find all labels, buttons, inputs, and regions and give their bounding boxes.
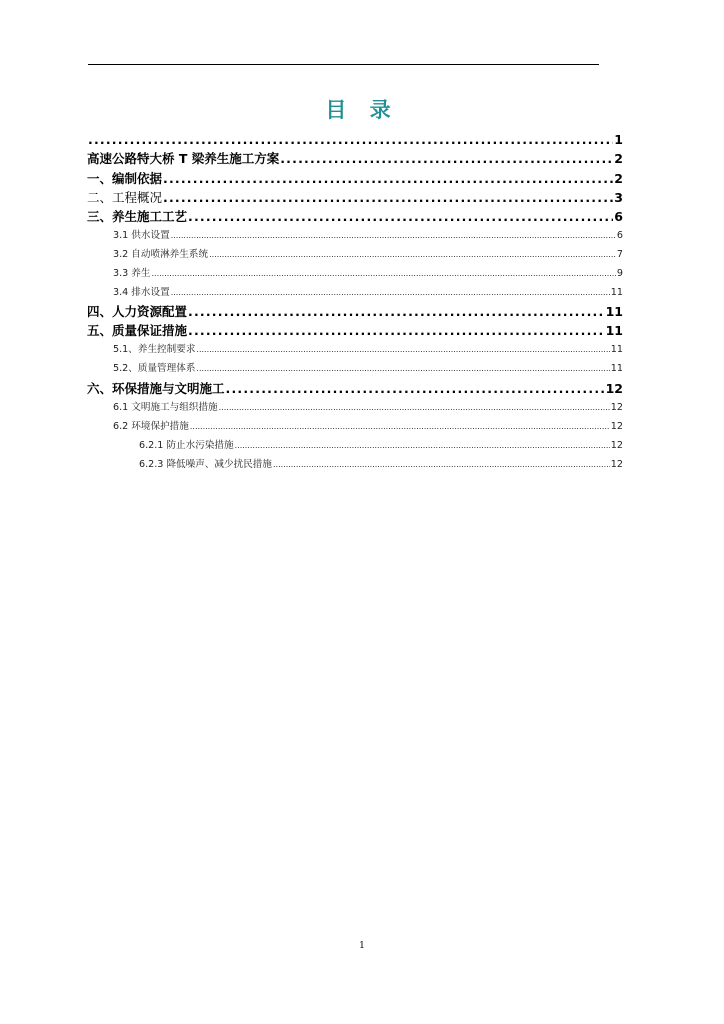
toc-entry-page: 1 — [614, 132, 623, 148]
toc-entry-page: 11 — [610, 363, 623, 375]
toc-leader-dots — [163, 169, 613, 188]
toc-entry-text: 高速公路特大桥 T 梁养生施工方案 — [87, 151, 280, 167]
toc-entry-text: 五、质量保证措施 — [87, 323, 188, 339]
toc-entry-page: 11 — [605, 304, 623, 320]
toc-entry-text: 6.2 环境保护措施 — [113, 420, 189, 432]
toc-entry[interactable] — [87, 188, 623, 207]
toc-entry-page: 12 — [610, 458, 623, 470]
toc-entry[interactable] — [87, 359, 623, 378]
toc-entry-page: 11 — [610, 344, 623, 356]
toc-entry-page: 3 — [614, 189, 623, 205]
toc-leader-dots — [196, 359, 609, 378]
toc-entry-text: 一、编制依据 — [87, 170, 163, 186]
toc-entry[interactable] — [87, 378, 623, 397]
toc-entry[interactable] — [87, 130, 623, 149]
toc-leader-dots — [163, 188, 613, 207]
toc-leader-dots — [88, 130, 613, 149]
toc-entry-text: 四、人力资源配置 — [87, 304, 188, 320]
toc-entry-page: 2 — [614, 170, 623, 186]
toc-entry-page: 12 — [610, 420, 623, 432]
toc-entry-page: 12 — [605, 380, 623, 396]
toc-entry[interactable] — [87, 321, 623, 340]
toc-leader-dots — [188, 207, 613, 226]
toc-entry-text: 3.4 排水设置 — [113, 286, 170, 298]
toc-entry[interactable] — [87, 455, 623, 474]
toc-entry-text: 三、养生施工工艺 — [87, 208, 188, 224]
toc-entry-page: 11 — [610, 286, 623, 298]
toc-entry[interactable] — [87, 245, 623, 264]
toc-leader-dots — [188, 321, 605, 340]
toc-leader-dots — [280, 149, 613, 168]
toc-entry[interactable] — [87, 417, 623, 436]
toc-entry-text: 二、工程概况 — [87, 189, 163, 205]
toc-leader-dots — [209, 245, 616, 264]
toc-entry[interactable] — [87, 149, 623, 168]
toc-title: 目 录 — [325, 98, 399, 122]
toc-entry-page: 12 — [610, 401, 623, 413]
toc-leader-dots — [190, 417, 610, 436]
toc-entry-page: 7 — [616, 248, 623, 260]
toc-entry[interactable] — [87, 207, 623, 226]
toc-leader-dots — [273, 455, 610, 474]
toc-entry[interactable] — [87, 340, 623, 359]
toc-entry[interactable] — [87, 398, 623, 417]
toc-entry-text: 5.2、质量管理体系 — [113, 363, 196, 375]
toc-leader-dots — [235, 436, 610, 455]
header-rule — [88, 64, 599, 65]
toc-entry-page: 11 — [605, 323, 623, 339]
toc-entry-page: 12 — [610, 439, 623, 451]
toc-entry[interactable] — [87, 264, 623, 283]
toc-leader-dots — [152, 264, 616, 283]
page-number: 1 — [359, 941, 365, 951]
toc-entry-page: 9 — [616, 267, 623, 279]
toc-leader-dots — [171, 283, 610, 302]
toc-entry-text: 3.1 供水设置 — [113, 229, 170, 241]
toc-entry-text: 6.1 文明施工与组织措施 — [113, 401, 218, 413]
toc-entry-text: 6.2.3 降低噪声、减少扰民措施 — [139, 458, 272, 470]
toc-entry[interactable] — [87, 302, 623, 321]
table-of-contents — [87, 130, 623, 474]
toc-entry-text: 5.1、养生控制要求 — [113, 344, 196, 356]
toc-entry-page: 6 — [614, 208, 623, 224]
toc-entry-text: 3.3 养生 — [113, 267, 151, 279]
toc-leader-dots — [171, 226, 616, 245]
toc-entry-text: 六、环保措施与文明施工 — [87, 380, 225, 396]
toc-entry[interactable] — [87, 168, 623, 187]
toc-entry-page: 2 — [614, 151, 623, 167]
toc-entry[interactable] — [87, 436, 623, 455]
toc-leader-dots — [188, 302, 605, 321]
toc-entry-page: 6 — [616, 229, 623, 241]
toc-entry[interactable] — [87, 283, 623, 302]
toc-entry-text: 3.2 自动喷淋养生系统 — [113, 248, 209, 260]
toc-entry-text: 6.2.1 防止水污染措施 — [139, 439, 234, 451]
toc-leader-dots — [219, 398, 610, 417]
toc-leader-dots — [226, 379, 605, 398]
toc-entry[interactable] — [87, 226, 623, 245]
toc-leader-dots — [196, 340, 609, 359]
